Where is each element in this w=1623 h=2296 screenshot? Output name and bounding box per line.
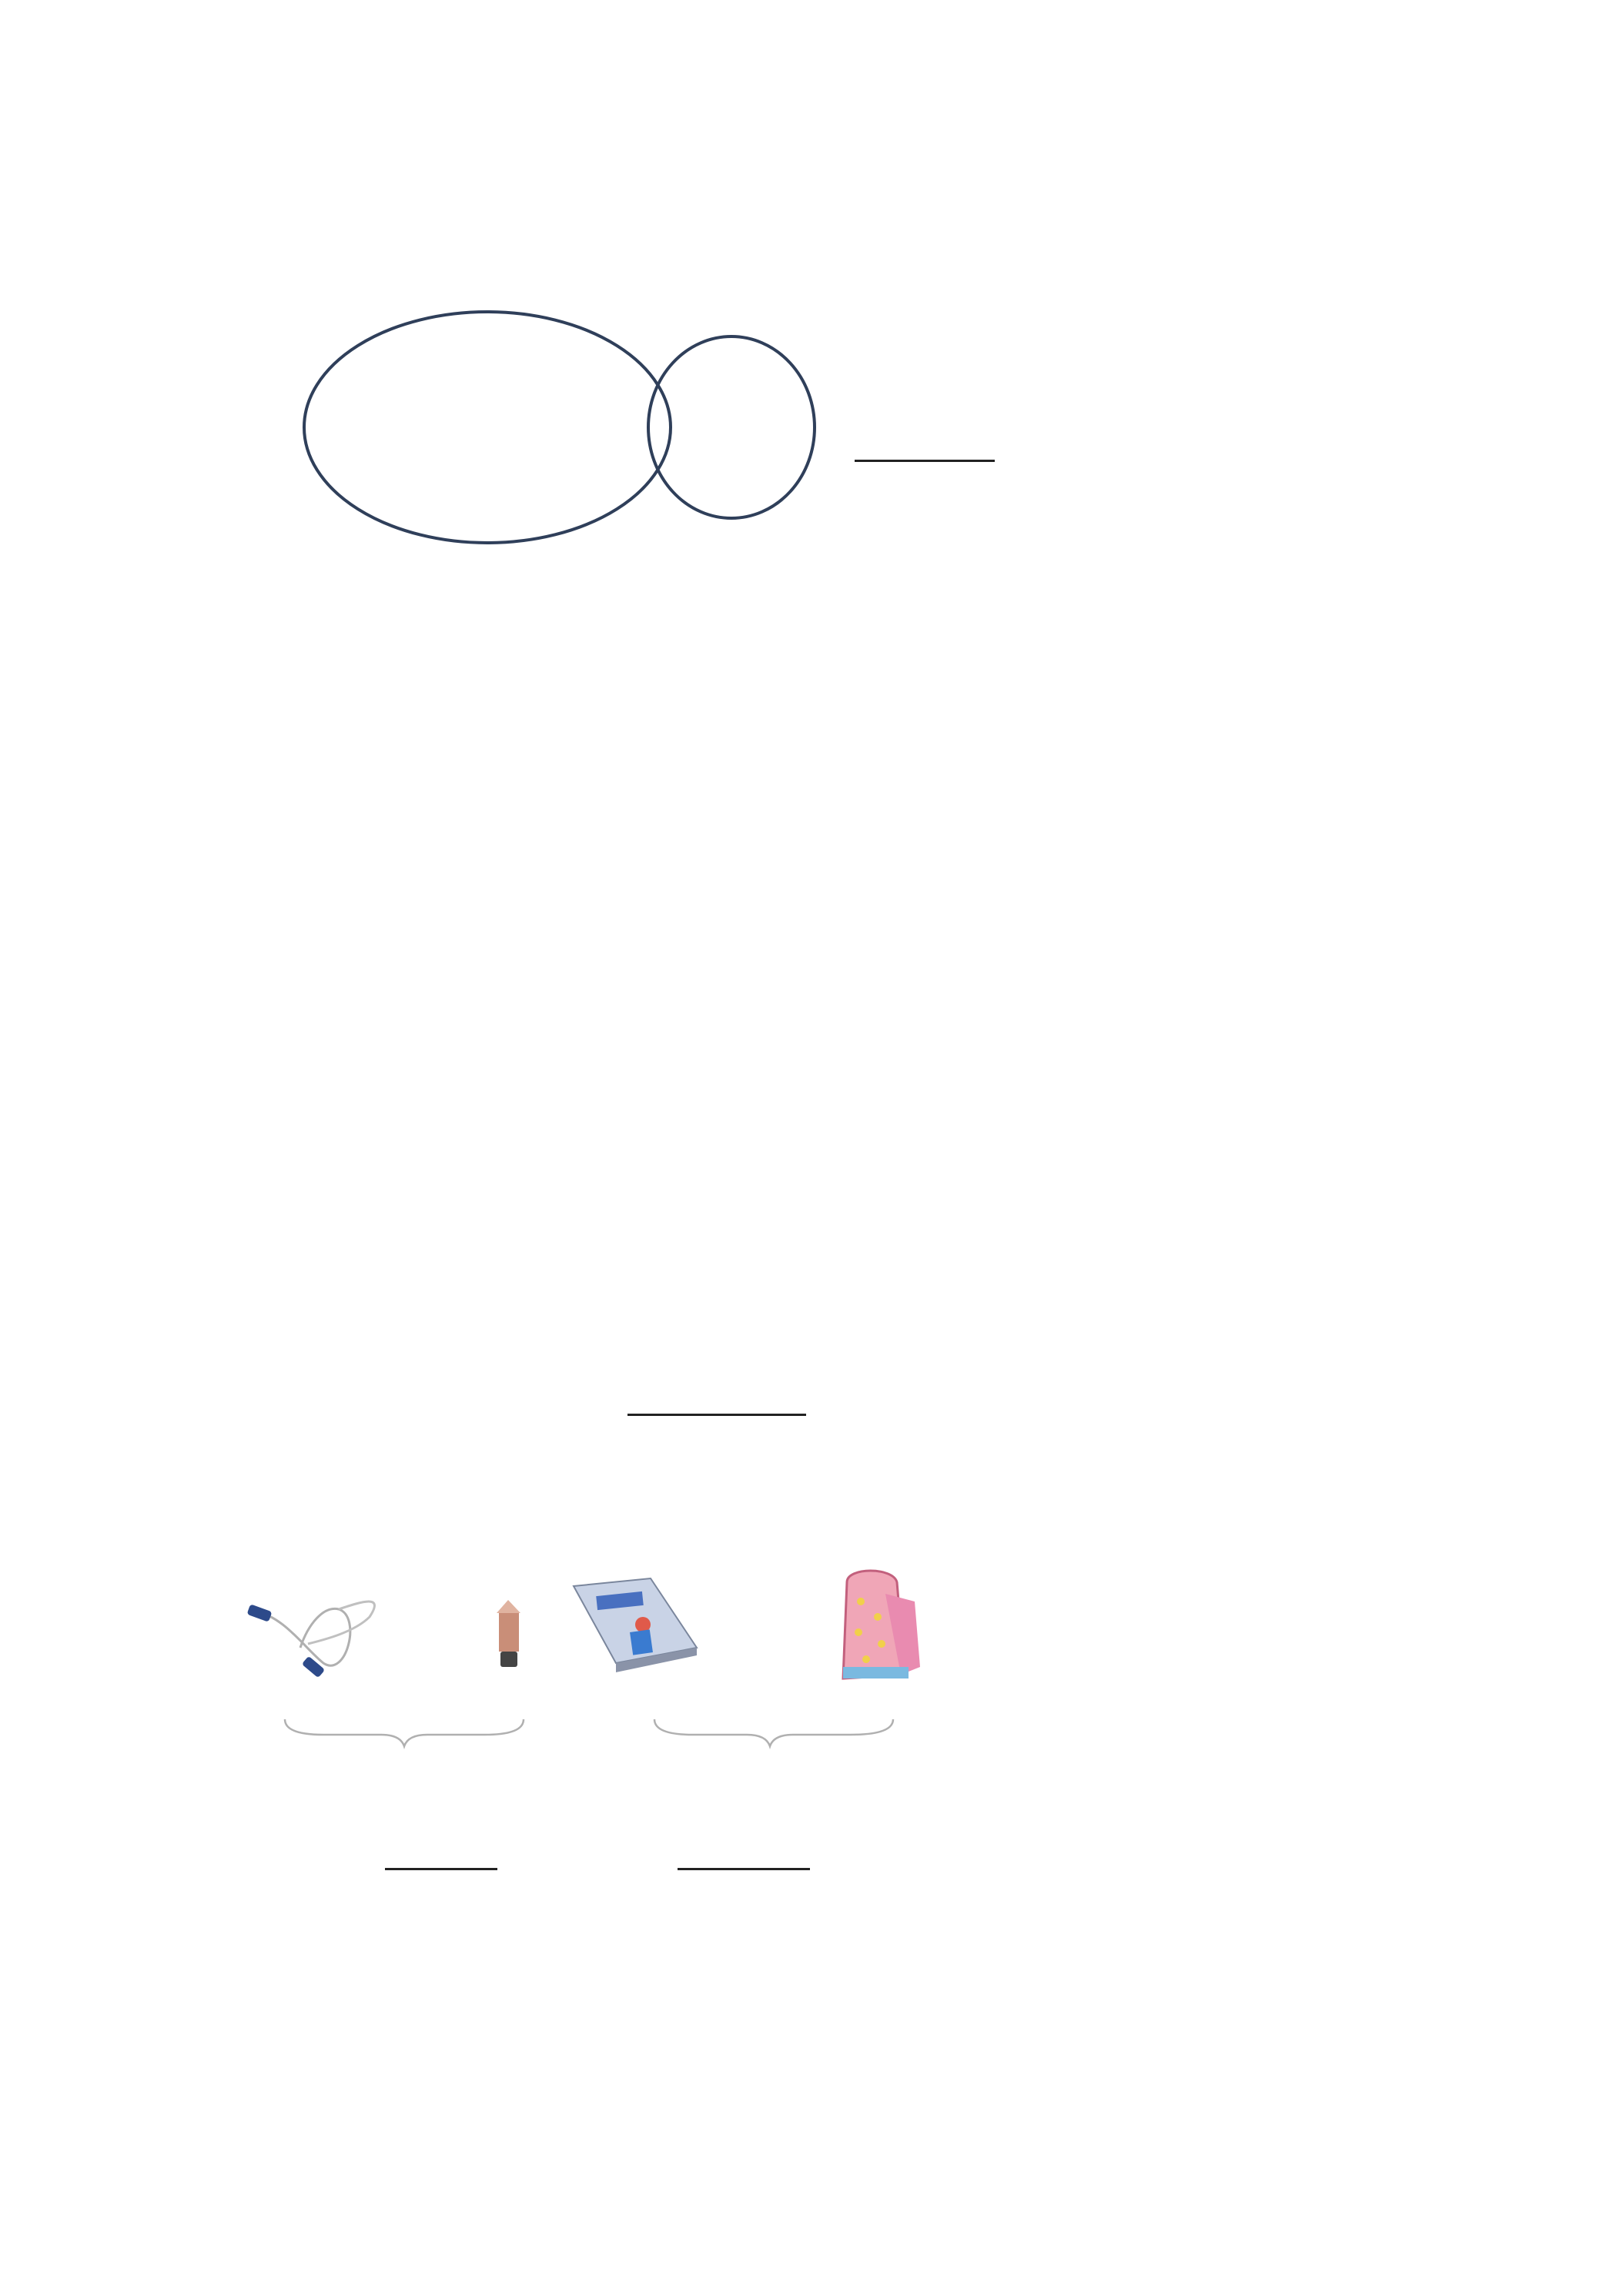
brace-right bbox=[654, 1719, 893, 1746]
brace-left bbox=[285, 1719, 524, 1746]
q2-calc-left bbox=[385, 1785, 508, 1869]
glue-stick-icon bbox=[497, 1600, 520, 1667]
q2-calc-right bbox=[678, 1785, 816, 1869]
math-book-icon bbox=[574, 1578, 697, 1672]
calc1-line bbox=[385, 1868, 497, 1870]
calc2-line bbox=[678, 1868, 810, 1870]
jump-rope-icon bbox=[247, 1602, 375, 1678]
backpack-icon bbox=[843, 1571, 920, 1678]
